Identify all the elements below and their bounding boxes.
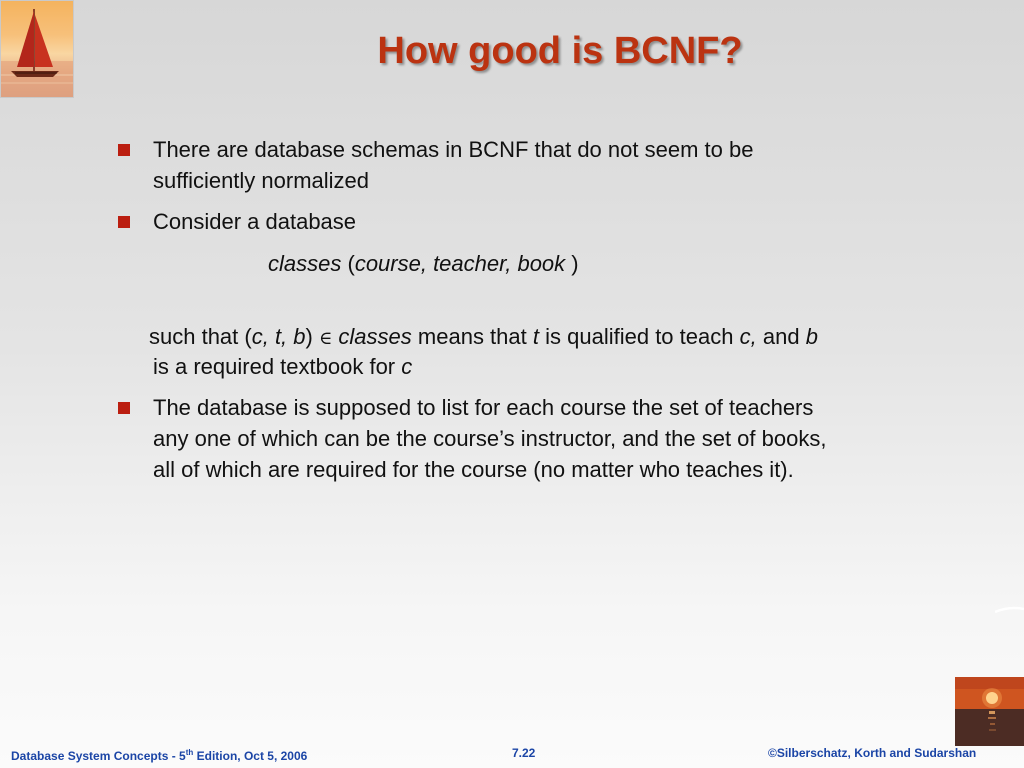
schema-definition (268, 249, 579, 279)
bullet-1-line-2: sufficiently normalized (153, 168, 370, 193)
such-that-b: b (805, 324, 818, 349)
element-of-symbol: ∈ (318, 328, 333, 349)
such-that-t: t (532, 324, 539, 349)
slide-title: How good is BCNF? (377, 30, 743, 72)
sunset-icon (955, 677, 1024, 746)
such-that-c2: c (401, 354, 413, 379)
sailboat-icon (1, 1, 73, 97)
such-that-text-4: is qualified to teach (545, 324, 734, 349)
such-that-text-6: is a required textbook for (153, 354, 396, 379)
bullet-1-line-1: There are database schemas in BCNF that do not seem to be (153, 137, 754, 162)
schema-close-paren: ) (571, 251, 579, 276)
footer-title-sup: th (185, 748, 194, 757)
such-that-text-2: ) (305, 324, 313, 349)
footer-title-suffix: Edition, Oct 5, 2006 (193, 749, 308, 763)
such-that-line-2 (153, 352, 412, 382)
footer-page-number: 7.22 (512, 746, 536, 760)
schema-open-paren: ( (347, 251, 355, 276)
such-that-c: c, (739, 324, 757, 349)
bullet-3-line-2: any one of which can be the course’s instructor, and the set of books, (153, 426, 827, 451)
bullet-2-line-1: Consider a database (153, 209, 357, 234)
such-that-text-5: and (762, 324, 800, 349)
schema-relation: classes (268, 251, 342, 276)
footer-copyright: ©Silberschatz, Korth and Sudarshan (768, 746, 977, 760)
such-that-relation: classes (338, 324, 412, 349)
square-bullet-icon (118, 402, 130, 414)
such-that-vars: c, t, b (251, 324, 306, 349)
square-bullet-icon (118, 216, 130, 228)
square-bullet-icon (118, 144, 130, 156)
such-that-text-3: means that (417, 324, 527, 349)
such-that-line-1 (149, 322, 818, 354)
bullet-3-line-3: all of which are required for the course (no matter who teaches it). (153, 457, 794, 482)
schema-attributes: course, teacher, book (354, 251, 566, 276)
such-that-text-1: such that ( (149, 324, 252, 349)
bullet-3-line-1: The database is supposed to list for each course the set of teachers (153, 395, 814, 420)
footer-title-prefix: Database System Concepts - 5 (11, 749, 186, 763)
swoosh-decoration-icon (995, 604, 1024, 614)
sunset-image (955, 677, 1024, 746)
sailboat-logo (1, 1, 73, 97)
footer-title (11, 745, 307, 764)
